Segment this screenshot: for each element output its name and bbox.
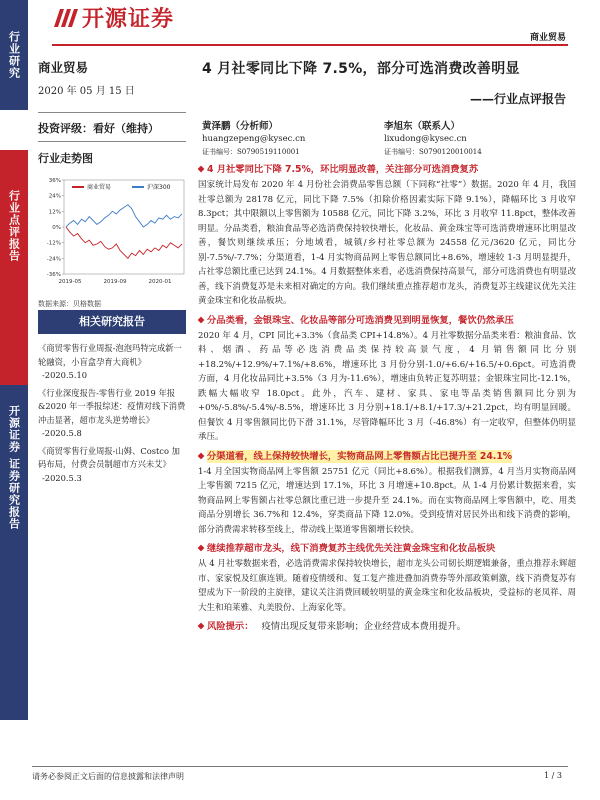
section-heading: 继续推荐超市龙头，线下消费复苏主线优先关注黄金珠宝和化妆品板块 (198, 542, 576, 555)
related-reports-banner: 相关研究报告 (38, 310, 186, 334)
series-line (66, 205, 182, 227)
related-report-title: 《商贸零售行业周报-山姆、Costco 加码布局，付费会员制超市方兴未艾》 (38, 445, 180, 469)
brand-name: 开源证券 (82, 6, 175, 32)
y-tick-label: -36% (46, 272, 61, 278)
page-number: 1 / 3 (544, 771, 562, 780)
trend-chart (38, 174, 186, 292)
side-label-report-type: 行业点评报告 (0, 150, 28, 385)
trend-title: 行业走势图 (38, 152, 93, 165)
side-label-broker: 开源证券 证券研究报告 (0, 385, 28, 720)
analyst-email[interactable]: lixudong@kysec.cn (384, 134, 467, 144)
report-title: 4 月社零同比下降 7.5%，部分可选消费改善明显 (202, 61, 520, 77)
footer-disclaimer: 请务必参阅正文后面的信息披露和法律声明 (32, 772, 184, 781)
related-report-title: 《行业深度报告-零售行业 2019 年报&2020 年一季报综述：疫情对线下消费冲击显著，超市龙头逆势增长》 (38, 387, 186, 425)
left-divider (38, 112, 186, 113)
y-tick-label: -12% (46, 240, 61, 247)
analyst-card (384, 120, 482, 159)
brand-mark-icon (52, 5, 78, 29)
related-report-date: -2020.5.10 (42, 370, 88, 380)
diamond-bullet-icon (198, 623, 205, 630)
risk-text: 疫情出现反复带来影响；企业经营成本费用提升。 (261, 621, 467, 632)
related-report-date: -2020.5.3 (42, 472, 82, 483)
report-body (198, 163, 576, 633)
x-tick-label: 2019-05 (58, 279, 82, 285)
related-report-title: 《商贸零售行业周报-泡泡玛特完成新一轮融资，小盲盒孕育大商机》 (38, 343, 182, 367)
analyst-card (202, 120, 305, 159)
y-tick-label: 0% (52, 225, 61, 231)
y-tick-label: 36% (48, 178, 61, 184)
legend-label: 商业贸易 (87, 184, 112, 191)
risk-heading: 风险提示： 疫情出现反复带来影响；企业经营成本费用提升。 (198, 620, 576, 633)
analyst-license: 证书编号：S0790519110001 (202, 148, 300, 156)
section-body: 从 4 月社零数据来看，必选消费需求保持较快增长，超市龙头公司韧长期逻辑兼备，重点推荐永辉超市、家家悦及红旗连锁。随着疫情缓和、复工复产推进叠加消费券等外部政策刺激，线下消费复苏有望成为下一阶段的主旋律，建议关注消费回暖较明显的黄金珠宝和化妆品板块，受益标的老凤祥、周大生和珀莱雅、丸美股份、上海家化等。 (198, 559, 576, 613)
header-sector-tag: 商业贸易 (529, 33, 566, 43)
investment-rating: 投资评级：看好（维持） (38, 122, 159, 135)
related-report-item[interactable] (38, 387, 188, 441)
analyst-license: 证书编号：S0790120010014 (384, 148, 482, 156)
diamond-bullet-icon (198, 545, 205, 552)
section-body: 国家统计局发布 2020 年 4 月份社会消费品零售总额（下同称“社零”）数据。2020 年 4 月，我国社零总额为 28178 亿元，同比下降 7.5%（扣除价格因素实际下降 9.1%），降幅环比 3 月收窄 8.3pct；其中限额以上零售额为 10588 亿元，同比下降 3.2%，环比 3 月收窄 11.8pct，整体改善明显。分品类看，粮油食品等必选消费保持较快增长，化妆品、黄金珠宝等可选消费增速环比明显改善，餐饮则继续承压；分地域看，城镇/乡村社零总额为 24558 亿元/3620 亿元，同比分别-7.5%/-7.7%；分渠道看，1-4 月实物商品网上零售总额同比+8.6%，增速较 1-3 月明显提升，占社零总额比重已达到 24.1%。4 月数据整体来看，必选消费保持高景气，部分可选消费也有明显改善，线下消费复苏是未来相对确定的方向。我们继续重点推荐超市龙头，消费复苏主线建议优先关注黄金珠宝和化妆品板块。 (198, 180, 576, 306)
y-tick-label: 12% (48, 209, 61, 216)
section-heading: 分渠道看，线上保持较快增长，实物商品网上零售额占比已提升至 24.1% (198, 450, 576, 463)
chart-frame (64, 180, 184, 274)
analyst-email[interactable]: huangzepeng@kysec.cn (202, 134, 306, 144)
report-subtitle: ——行业点评报告 (469, 92, 566, 106)
legend-label: 沪深300 (147, 184, 171, 191)
related-report-item[interactable] (38, 445, 188, 486)
related-reports-list (38, 342, 188, 489)
diamond-bullet-icon (198, 452, 205, 459)
y-tick-label: 24% (48, 193, 61, 200)
analyst-name: 黄泽鹏（分析师） (202, 121, 279, 132)
y-tick-label: -24% (46, 256, 61, 263)
section-body: 2020 年 4 月，CPI 同比+3.3%（食品类 CPI+14.8%）。4 月社零数据分品类来看：粮油食品、饮料、烟酒、药品等必选消费品类保持较高景气度，4 月销售额同比分别+18.2%/+12.9%/+7.1%/+8.6%，增速环比 3 月份分别-1.0/+6.6/+16.5/+0.6pct。可选消费方面，4 月化妆品同比+3.5%（3 月为-11.6%），增速由负转正复苏明显；金银珠宝同比-12.1%，跌幅大幅收窄 18.0pct。此外，汽车、建材、家具、家电等品类销售额同比分别为+0%/-5.8%/-5.4%/-8.5%，增速环比 3 月分别+18.1/+8.1/+17.3/+21.2pct，均有明显回暖。但餐饮 4 月零售额同比仍下滑 31.1%，尽管降幅环比 3 月（-46.8%）有一定收窄，但整体仍明显承压。 (198, 330, 576, 442)
report-date: 2020 年 05 月 15 日 (38, 86, 135, 97)
x-tick-label: 2020-01 (148, 279, 172, 285)
related-report-date: -2020.5.8 (42, 428, 82, 438)
analyst-name: 李旭东（联系人） (384, 121, 461, 132)
side-label-research: 行业研究 (0, 0, 28, 110)
x-tick-label: 2019-09 (103, 279, 127, 285)
diamond-bullet-icon (198, 316, 205, 323)
diamond-bullet-icon (198, 166, 205, 173)
related-report-item[interactable] (38, 342, 188, 383)
left-divider (38, 141, 186, 142)
brand-logo (52, 2, 174, 32)
section-heading: 分品类看，金银珠宝、化妆品等部分可选消费见到明显恢复，餐饮仍然承压 (198, 314, 576, 327)
footer-divider (32, 766, 568, 767)
header-divider (52, 44, 568, 46)
section-body: 1-4 月全国实物商品网上零售额 25751 亿元（同比+8.6%）。根据我们测算，4 月当月实物商品网上零售额 7215 亿元，增速达到 17.1%，环比 3 月增速+10.8pct。从 1-4 月份累计数据来看，实物商品网上零售额占社零总额比重已进一步提升至 24.1%。而在实物商品网上零售额中，吃、用类商品分别增长 36.7%和 12.4%，穿类商品下降 12.0%。受到疫情对居民外出和线下消费的影响，部分消费需求转移至线上，带动线上渠道零售额增长较快。 (198, 466, 576, 535)
section-heading: 4 月社零同比下降 7.5%，环比明显改善，关注部分可选消费复苏 (198, 163, 576, 176)
series-line (66, 227, 182, 258)
data-source: 数据来源：贝格数据 (38, 300, 101, 308)
left-sector: 商业贸易 (38, 60, 89, 75)
